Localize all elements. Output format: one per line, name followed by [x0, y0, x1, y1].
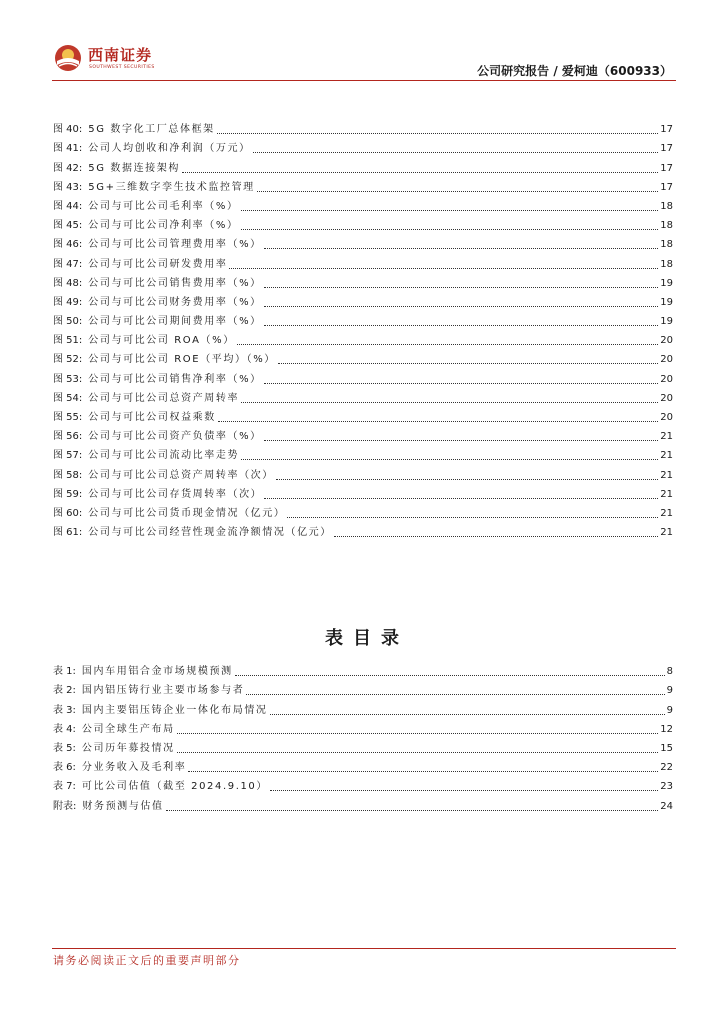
figure-toc-entry[interactable]: [53, 501, 673, 520]
toc-entry-number: 图 57:: [53, 450, 83, 462]
toc-leader-dots: [218, 420, 658, 422]
toc-entry-label: [53, 762, 186, 774]
toc-leader-dots: [264, 382, 658, 384]
toc-entry-title: 公司与可比公司研发费用率: [88, 258, 228, 270]
figure-toc-entry[interactable]: [53, 271, 673, 290]
figure-toc-entry[interactable]: [53, 462, 673, 481]
footer-divider: [52, 948, 676, 949]
toc-entry-title: 公司与可比公司货币现金情况（亿元）: [88, 507, 286, 519]
figure-toc-entry[interactable]: [53, 386, 673, 405]
toc-entry-title: 可比公司估值（截至 2024.9.10）: [81, 781, 268, 793]
figure-toc-entry[interactable]: [53, 443, 673, 462]
toc-entry-number: 图 60:: [53, 507, 83, 519]
toc-entry-number: 图 49:: [53, 296, 83, 308]
figure-toc-entry[interactable]: [53, 232, 673, 251]
toc-entry-number: 图 45:: [53, 220, 83, 232]
toc-leader-dots: [287, 516, 658, 518]
figure-toc-entry[interactable]: [53, 328, 673, 347]
toc-leader-dots: [264, 247, 658, 249]
toc-entry-title: 公司与可比公司净利率（%）: [88, 220, 239, 232]
figure-toc-entry[interactable]: [53, 347, 673, 366]
figure-toc-entry[interactable]: [53, 366, 673, 385]
toc-entry-page: 21: [660, 527, 673, 539]
toc-entry-number: 图 40:: [53, 124, 83, 136]
toc-leader-dots: [270, 713, 665, 715]
toc-entry-page: 12: [660, 723, 673, 735]
toc-entry-title: 公司与可比公司总资产周转率: [88, 392, 240, 404]
toc-entry-title: 5G 数字化工厂总体框架: [88, 124, 215, 136]
toc-entry-label: [53, 508, 285, 520]
toc-entry-label: [53, 239, 262, 251]
figure-toc-entry[interactable]: [53, 251, 673, 270]
toc-entry-number: 图 50:: [53, 316, 83, 328]
table-toc-entry[interactable]: [53, 678, 673, 697]
toc-entry-number: 图 48:: [53, 277, 83, 289]
toc-leader-dots: [334, 535, 658, 537]
toc-entry-number: 图 55:: [53, 412, 83, 423]
figure-toc-entry[interactable]: [53, 405, 673, 424]
toc-entry-page: 21: [660, 507, 673, 519]
toc-entry-number: 附表:: [53, 800, 77, 812]
toc-entry-label: [53, 527, 332, 539]
toc-entry-number: 图 51:: [53, 335, 83, 347]
toc-leader-dots: [177, 751, 659, 753]
toc-leader-dots: [278, 362, 658, 364]
toc-entry-page: 21: [660, 469, 673, 481]
toc-entry-label: [53, 450, 239, 462]
toc-entry-label: [53, 685, 244, 697]
table-toc-entry[interactable]: [53, 717, 673, 736]
toc-entry-label: [53, 182, 255, 194]
toc-entry-page: 20: [660, 354, 673, 366]
logo-emblem-icon: [53, 43, 83, 73]
table-toc-entry[interactable]: [53, 793, 673, 812]
toc-entry-page: 8: [666, 666, 673, 678]
toc-leader-dots: [229, 267, 658, 269]
toc-leader-dots: [264, 286, 658, 288]
figure-toc-entry[interactable]: [53, 482, 673, 501]
toc-entry-number: 表 7:: [53, 781, 76, 793]
toc-entry-title: 公司与可比公司销售费用率（%）: [88, 277, 262, 289]
toc-entry-number: 表 5:: [53, 742, 76, 754]
table-toc-entry[interactable]: [53, 755, 673, 774]
toc-entry-number: 图 58:: [53, 469, 83, 481]
toc-leader-dots: [264, 497, 658, 499]
toc-entry-page: 15: [660, 742, 673, 754]
toc-entry-title: 公司与可比公司财务费用率（%）: [88, 296, 262, 308]
toc-entry-label: [53, 781, 268, 793]
table-toc-entry[interactable]: [53, 736, 673, 755]
toc-entry-number: 表 6:: [53, 762, 76, 774]
toc-entry-number: 图 56:: [53, 431, 83, 443]
toc-entry-number: 图 43:: [53, 181, 83, 193]
toc-entry-label: [53, 259, 227, 271]
toc-entry-label: [53, 297, 262, 309]
toc-leader-dots: [182, 171, 658, 173]
figure-toc-entry[interactable]: [53, 213, 673, 232]
toc-entry-page: 18: [660, 220, 673, 232]
toc-entry-number: 表 3:: [53, 704, 76, 716]
toc-entry-label: [53, 143, 251, 155]
toc-entry-page: 19: [660, 316, 673, 328]
toc-entry-page: 24: [660, 800, 673, 812]
toc-entry-number: 图 52:: [53, 354, 83, 366]
figure-toc-entry[interactable]: [53, 175, 673, 194]
toc-entry-title: 5G 数据连接架构: [88, 162, 180, 174]
toc-entry-number: 图 41:: [53, 143, 83, 155]
toc-entry-page: 20: [660, 335, 673, 347]
figure-toc-entry[interactable]: [53, 290, 673, 309]
toc-entry-label: [53, 374, 262, 386]
toc-entry-page: 19: [660, 277, 673, 289]
toc-entry-label: [53, 743, 175, 755]
toc-leader-dots: [237, 343, 658, 345]
toc-leader-dots: [270, 789, 658, 791]
toc-entry-number: 图 42:: [53, 162, 83, 174]
toc-entry-page: 19: [660, 296, 673, 308]
toc-entry-title: 公司与可比公司期间费用率（%）: [88, 316, 262, 328]
toc-entry-label: [53, 163, 180, 175]
toc-entry-page: 21: [660, 450, 673, 462]
figure-toc-list: [53, 117, 673, 539]
table-toc-title: 表目录: [325, 628, 409, 649]
toc-entry-title: 公司人均创收和净利润（万元）: [88, 143, 251, 155]
toc-leader-dots: [177, 732, 659, 734]
toc-entry-page: 23: [660, 781, 673, 793]
toc-entry-label: [53, 335, 235, 347]
toc-entry-page: 17: [660, 181, 673, 193]
toc-entry-title: 公司全球生产布局: [81, 723, 175, 735]
toc-entry-number: 图 59:: [53, 488, 83, 500]
figure-toc-entry[interactable]: [53, 155, 673, 174]
toc-entry-label: [53, 801, 164, 813]
toc-entry-number: 图 47:: [53, 258, 83, 270]
toc-entry-title: 公司与可比公司 ROA（%）: [88, 335, 235, 347]
toc-leader-dots: [241, 458, 658, 460]
toc-entry-page: 18: [660, 239, 673, 251]
header-divider: [52, 80, 676, 81]
toc-leader-dots: [241, 401, 658, 403]
toc-leader-dots: [264, 439, 658, 441]
toc-leader-dots: [188, 770, 658, 772]
toc-entry-label: [53, 278, 262, 290]
toc-entry-page: 20: [660, 392, 673, 404]
toc-leader-dots: [276, 478, 658, 480]
table-toc-entry[interactable]: [53, 774, 673, 793]
toc-entry-page: 20: [660, 412, 673, 423]
toc-entry-title: 财务预测与估值: [82, 800, 164, 812]
logo-text-cn: 西南证券: [88, 46, 153, 64]
toc-entry-label: [53, 705, 268, 717]
toc-entry-page: 17: [660, 162, 673, 174]
report-type-header: 公司研究报告 / 爱柯迪（600933）: [477, 64, 672, 78]
toc-entry-page: 9: [666, 704, 673, 716]
toc-leader-dots: [217, 132, 658, 134]
toc-entry-page: 22: [660, 762, 673, 774]
toc-entry-title: 公司与可比公司经营性现金流净额情况（亿元）: [88, 527, 332, 539]
toc-entry-number: 图 53:: [53, 373, 83, 385]
figure-toc-entry[interactable]: [53, 309, 673, 328]
toc-entry-number: 图 44:: [53, 200, 83, 212]
toc-entry-title: 公司历年募投情况: [81, 742, 175, 754]
figure-toc-entry[interactable]: [53, 136, 673, 155]
toc-entry-label: [53, 220, 239, 232]
toc-entry-label: [53, 489, 262, 501]
toc-entry-title: 分业务收入及毛利率: [81, 762, 187, 774]
toc-entry-title: 公司与可比公司权益乘数: [88, 412, 216, 423]
toc-entry-title: 公司与可比公司资产负债率（%）: [88, 431, 262, 443]
toc-entry-page: 21: [660, 488, 673, 500]
toc-entry-title: 公司与可比公司总资产周转率（次）: [88, 469, 274, 481]
toc-entry-label: [53, 201, 239, 213]
toc-leader-dots: [235, 674, 665, 676]
toc-entry-page: 20: [660, 373, 673, 385]
toc-entry-label: [53, 666, 233, 678]
table-toc-entry[interactable]: [53, 659, 673, 678]
toc-leader-dots: [241, 209, 659, 211]
figure-toc-entry[interactable]: [53, 117, 673, 136]
toc-entry-page: 17: [660, 124, 673, 136]
toc-leader-dots: [246, 693, 664, 695]
toc-entry-label: [53, 316, 262, 328]
toc-entry-page: 9: [666, 685, 673, 697]
toc-entry-title: 公司与可比公司销售净利率（%）: [88, 373, 262, 385]
toc-entry-title: 国内主要铝压铸企业一体化布局情况: [81, 704, 268, 716]
footer-disclaimer: 请务必阅读正文后的重要声明部分: [53, 954, 241, 967]
toc-entry-label: [53, 354, 276, 366]
figure-toc-entry[interactable]: [53, 194, 673, 213]
toc-entry-page: 18: [660, 200, 673, 212]
toc-entry-title: 公司与可比公司毛利率（%）: [88, 200, 239, 212]
toc-entry-number: 图 54:: [53, 392, 83, 404]
toc-entry-title: 公司与可比公司 ROE（平均）（%）: [88, 354, 276, 366]
table-toc-list: [53, 659, 673, 813]
toc-leader-dots: [253, 151, 659, 153]
toc-entry-label: [53, 393, 239, 405]
toc-entry-title: 国内车用铝合金市场规模预测: [81, 666, 233, 678]
toc-entry-page: 18: [660, 258, 673, 270]
table-toc-entry[interactable]: [53, 697, 673, 716]
toc-entry-label: [53, 431, 262, 443]
toc-leader-dots: [264, 324, 658, 326]
toc-leader-dots: [166, 809, 659, 811]
toc-entry-number: 表 2:: [53, 685, 76, 697]
toc-entry-title: 5G+三维数字孪生技术监控管理: [88, 181, 255, 193]
toc-entry-label: [53, 124, 215, 136]
toc-leader-dots: [264, 305, 658, 307]
toc-leader-dots: [257, 190, 658, 192]
logo-text-en: SOUTHWEST SECURITIES: [89, 65, 155, 70]
toc-entry-number: 图 61:: [53, 527, 83, 539]
toc-entry-label: [53, 412, 216, 424]
toc-entry-number: 表 4:: [53, 723, 76, 735]
toc-entry-title: 公司与可比公司流动比率走势: [88, 450, 240, 462]
toc-entry-label: [53, 470, 274, 482]
toc-entry-number: 图 46:: [53, 239, 83, 251]
toc-entry-title: 公司与可比公司存货周转率（次）: [88, 488, 263, 500]
toc-entry-page: 21: [660, 431, 673, 443]
toc-entry-number: 表 1:: [53, 666, 76, 678]
toc-leader-dots: [241, 228, 659, 230]
toc-entry-label: [53, 724, 175, 736]
figure-toc-entry[interactable]: [53, 520, 673, 539]
toc-entry-title: 国内铝压铸行业主要市场参与者: [81, 685, 245, 697]
figure-toc-entry[interactable]: [53, 424, 673, 443]
toc-entry-title: 公司与可比公司管理费用率（%）: [88, 239, 262, 251]
toc-entry-page: 17: [660, 143, 673, 155]
